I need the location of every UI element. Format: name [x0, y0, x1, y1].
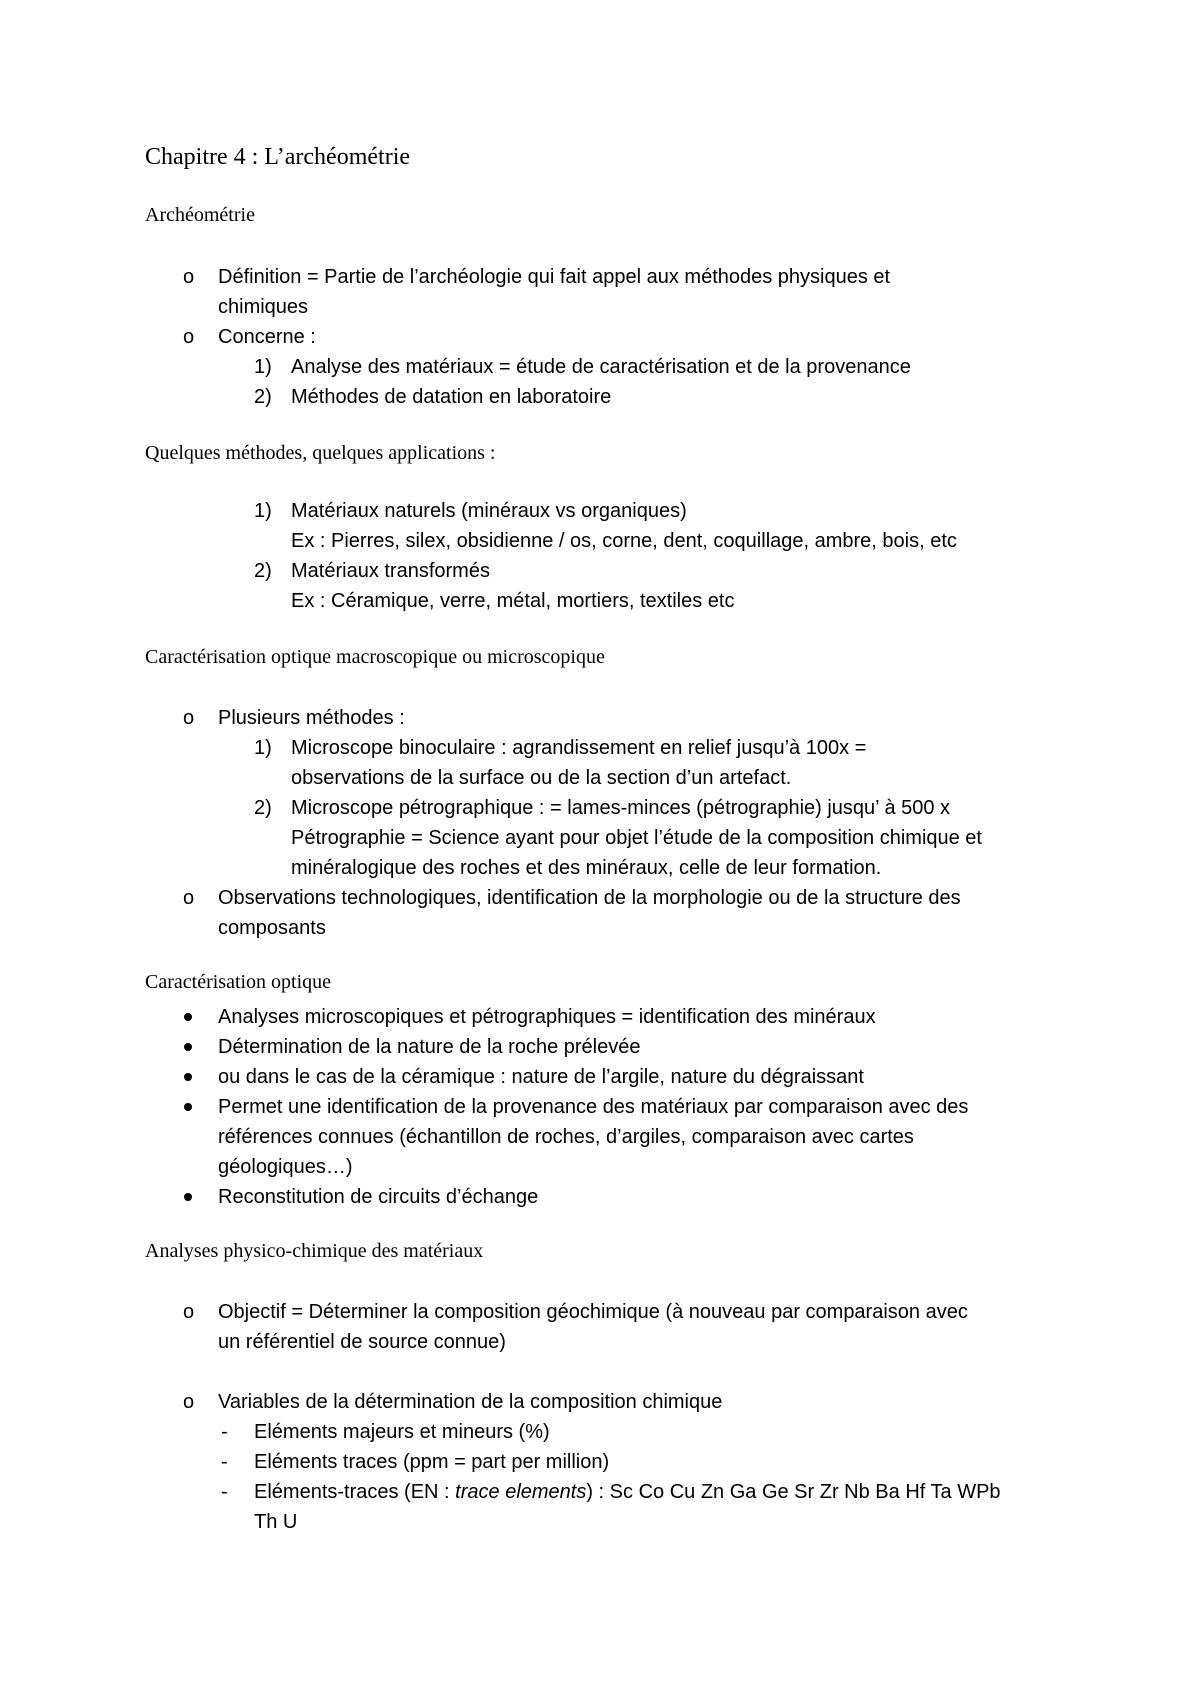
bullet-item-ceramique: ou dans le cas de la céramique : nature de l’argile, nature du dégraissant [218, 1066, 864, 1088]
list-number: 2) [254, 560, 272, 582]
dash-item-traces: Eléments traces (ppm = part per million) [254, 1451, 610, 1473]
list-item-materiaux-naturels-ex: Ex : Pierres, silex, obsidienne / os, corne, dent, coquillage, ambre, bois, etc [291, 530, 957, 552]
section-heading-caracterisation-macro: Caractérisation optique macroscopique ou microscopique [145, 646, 605, 668]
list-item-materiaux-transformes: Matériaux transformés [291, 560, 490, 582]
section-heading-archeometrie: Archéométrie [145, 204, 255, 226]
list-item-observations-cont: composants [218, 917, 326, 939]
list-item-variables: Variables de la détermination de la composition chimique [218, 1391, 723, 1413]
bullet-item-provenance: Permet une identification de la provenance des matériaux par comparaison avec des [218, 1096, 969, 1118]
dash-item-elements-traces-pre: Eléments-traces (EN : [254, 1481, 456, 1503]
list-item-observations: Observations technologiques, identification de la morphologie ou de la structure des [218, 887, 961, 909]
dash-marker: - [221, 1421, 228, 1443]
list-marker-o: o [183, 887, 195, 909]
list-item-microscope-binoculaire-cont: observations de la surface ou de la section d’un artefact. [291, 767, 792, 789]
list-item-microscope-binoculaire: Microscope binoculaire : agrandissement en relief jusqu’à 100x = [291, 737, 867, 759]
list-marker-o: o [183, 266, 195, 288]
list-item-analyse-materiaux: Analyse des matériaux = étude de caractérisation et de la provenance [291, 356, 911, 378]
list-item-plusieurs-methodes: Plusieurs méthodes : [218, 707, 405, 729]
bullet-icon [184, 1193, 192, 1201]
list-item-definition-cont: chimiques [218, 296, 309, 318]
list-item-microscope-petrographique: Microscope pétrographique : = lames-minces (pétrographie) jusqu’ à 500 x [291, 797, 951, 819]
bullet-item-provenance-cont2: géologiques…) [218, 1156, 353, 1178]
section-heading-physico-chimique: Analyses physico-chimique des matériaux [145, 1240, 484, 1262]
dash-item-elements-traces-post: ) : Sc Co Cu Zn Ga Ge Sr Zr Nb Ba Hf Ta WPb [586, 1481, 1001, 1503]
bullet-item-provenance-cont: références connues (échantillon de roches, d’argiles, comparaison avec cartes [218, 1126, 914, 1148]
list-item-petrographie-def-cont: minéralogique des roches et des minéraux, celle de leur formation. [291, 857, 882, 879]
list-number: 2) [254, 797, 272, 819]
list-item-objectif: Objectif = Déterminer la composition géochimique (à nouveau par comparaison avec [218, 1301, 968, 1323]
list-number: 2) [254, 386, 272, 408]
dash-item-elements-traces-cont: Th U [254, 1511, 298, 1533]
list-item-definition: Définition = Partie de l’archéologie qui fait appel aux méthodes physiques et [218, 266, 891, 288]
bullet-icon [184, 1103, 192, 1111]
list-number: 1) [254, 356, 272, 378]
list-number: 1) [254, 737, 272, 759]
list-item-materiaux-naturels: Matériaux naturels (minéraux vs organiques) [291, 500, 687, 522]
list-item-methodes-datation: Méthodes de datation en laboratoire [291, 386, 612, 408]
list-number: 1) [254, 500, 272, 522]
dash-item-elements-traces [254, 1477, 1001, 1507]
list-marker-o: o [183, 707, 195, 729]
bullet-icon [184, 1043, 192, 1051]
section-heading-methodes: Quelques méthodes, quelques applications : [145, 442, 496, 464]
list-item-petrographie-def: Pétrographie = Science ayant pour objet l’étude de la composition chimique et [291, 827, 982, 849]
list-marker-o: o [183, 1301, 195, 1323]
list-item-concerne: Concerne : [218, 326, 316, 348]
dash-item-elements-traces-italic: trace elements [455, 1481, 587, 1503]
bullet-icon [184, 1013, 192, 1021]
list-marker-o: o [183, 326, 195, 348]
section-heading-caracterisation-optique: Caractérisation optique [145, 971, 332, 993]
dash-item-majeurs: Eléments majeurs et mineurs (%) [254, 1421, 550, 1443]
bullet-item-analyses: Analyses microscopiques et pétrographiques = identification des minéraux [218, 1006, 876, 1028]
list-marker-o: o [183, 1391, 195, 1413]
bullet-icon [184, 1073, 192, 1081]
dash-marker: - [221, 1451, 228, 1473]
list-item-objectif-cont: un référentiel de source connue) [218, 1331, 506, 1353]
page-title: Chapitre 4 : L’archéométrie [145, 144, 411, 170]
bullet-item-reconstitution: Reconstitution de circuits d’échange [218, 1186, 539, 1208]
bullet-item-determination: Détermination de la nature de la roche prélevée [218, 1036, 641, 1058]
dash-marker: - [221, 1481, 228, 1503]
list-item-materiaux-transformes-ex: Ex : Céramique, verre, métal, mortiers, textiles etc [291, 590, 735, 612]
